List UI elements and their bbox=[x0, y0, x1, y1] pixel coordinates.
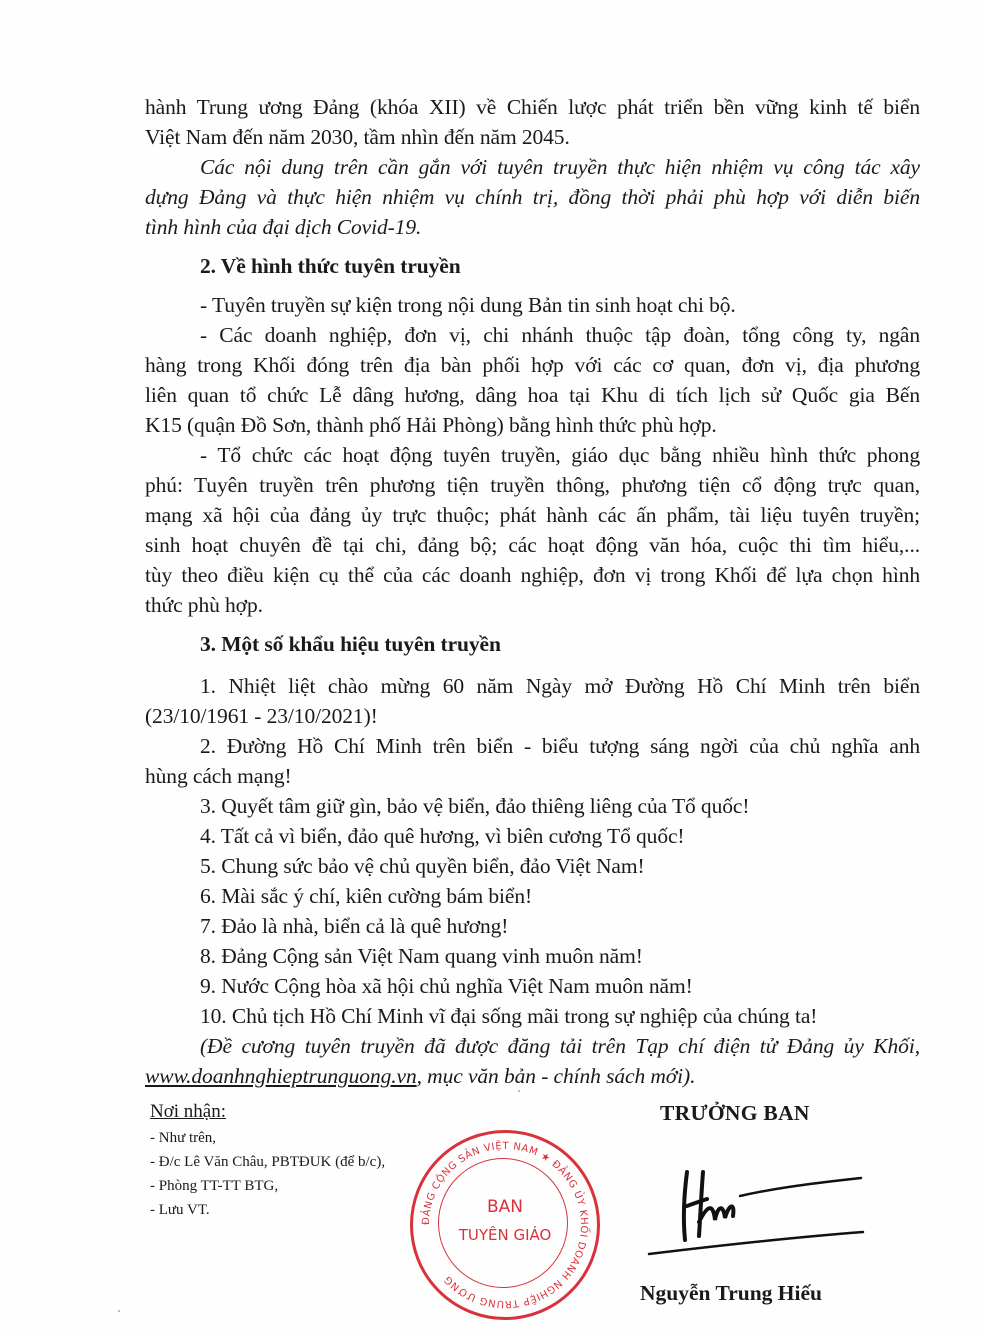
signer-title: TRƯỞNG BAN bbox=[660, 1101, 810, 1125]
body-line: hành Trung ương Đảng (khóa XII) về Chiến lược phát triển bền vững kinh tế biển bbox=[145, 95, 920, 119]
official-stamp bbox=[410, 1130, 600, 1320]
body-line: - Tổ chức các hoạt động tuyên truyền, giáo dục bằng nhiều hình thức phong bbox=[200, 443, 920, 467]
slogan-line: 4. Tất cả vì biển, đảo quê hương, vì biên cương Tổ quốc! bbox=[200, 824, 685, 848]
body-line: K15 (quận Đồ Sơn, thành phố Hải Phòng) bằng hình thức phù hợp. bbox=[145, 413, 717, 437]
stamp-inner-line1: BAN bbox=[486, 1197, 523, 1217]
section-heading: 3. Một số khẩu hiệu tuyên truyền bbox=[200, 632, 501, 656]
stamp-outer-text: ĐẢNG CỘNG SẢN VIỆT NAM ★ ĐẢNG ỦY KHỐI DOANH NGHIỆP TRUNG ƯƠNG bbox=[420, 1140, 590, 1310]
slogan-line: 9. Nước Cộng hòa xã hội chủ nghĩa Việt Nam muôn năm! bbox=[200, 974, 693, 998]
recipients-title: Nơi nhận: bbox=[150, 1101, 227, 1122]
scan-speck bbox=[118, 1310, 120, 1312]
recipient-item: - Lưu VT. bbox=[150, 1202, 210, 1218]
body-line: phú: Tuyên truyền trên phương tiện truyền thông, phương tiện cổ động trực quan, bbox=[145, 473, 920, 497]
signer-name: Nguyễn Trung Hiếu bbox=[640, 1281, 822, 1305]
publication-note-line2 bbox=[145, 1061, 920, 1091]
recipient-item: - Như trên, bbox=[150, 1130, 217, 1146]
slogan-line: 2. Đường Hồ Chí Minh trên biển - biểu tượng sáng ngời của chủ nghĩa anh bbox=[200, 734, 920, 758]
stamp-inner-line2: TUYÊN GIÁO bbox=[458, 1226, 552, 1244]
slogan-line: 6. Mài sắc ý chí, kiên cường bám biển! bbox=[200, 884, 533, 908]
slogan-line: 5. Chung sức bảo vệ chủ quyền biển, đảo Việt Nam! bbox=[200, 854, 645, 878]
handwritten-signature bbox=[645, 1150, 865, 1260]
slogan-line: 1. Nhiệt liệt chào mừng 60 năm Ngày mở Đường Hồ Chí Minh trên biển bbox=[200, 674, 920, 698]
slogan-line: 7. Đảo là nhà, biển cả là quê hương! bbox=[200, 914, 509, 938]
body-line: - Tuyên truyền sự kiện trong nội dung Bản tin sinh hoạt chi bộ. bbox=[200, 293, 736, 317]
body-line: hàng trong Khối đóng trên địa bàn phối hợp với các cơ quan, đơn vị, địa phương bbox=[145, 353, 920, 377]
scan-speck bbox=[518, 1090, 520, 1092]
body-line: mạng xã hội của đảng ủy trực thuộc; phát hành các ấn phẩm, tài liệu tuyên truyền; bbox=[145, 503, 920, 527]
recipient-item: - Đ/c Lê Văn Châu, PBTĐUK (để b/c), bbox=[150, 1154, 386, 1170]
body-line: - Các doanh nghiệp, đơn vị, chi nhánh thuộc tập đoàn, tổng công ty, ngân bbox=[200, 323, 920, 347]
body-line: thức phù hợp. bbox=[145, 593, 263, 617]
recipient-item: - Phòng TT-TT BTG, bbox=[150, 1178, 279, 1194]
section-heading: 2. Về hình thức tuyên truyền bbox=[200, 254, 461, 278]
body-line: tùy theo điều kiện cụ thể của các doanh nghiệp, đơn vị trong Khối để lựa chọn hình bbox=[145, 563, 920, 587]
slogan-line: 3. Quyết tâm giữ gìn, bảo vệ biển, đảo thiêng liêng của Tổ quốc! bbox=[200, 794, 750, 818]
slogan-line: hùng cách mạng! bbox=[145, 764, 292, 788]
italic-note-line: tình hình của đại dịch Covid-19. bbox=[145, 215, 422, 239]
body-line: sinh hoạt chuyên đề tại chi, đảng bộ; các hoạt động văn hóa, cuộc thi tìm hiểu,... bbox=[145, 533, 920, 557]
publication-note-rest: , mục văn bản - chính sách mới). bbox=[416, 1064, 696, 1088]
slogan-line: 8. Đảng Cộng sản Việt Nam quang vinh muôn năm! bbox=[200, 944, 643, 968]
italic-note-line: dựng Đảng và thực hiện nhiệm vụ chính trị, đồng thời phải phù hợp với diễn biến bbox=[145, 185, 920, 209]
italic-note-line: Các nội dung trên cần gắn với tuyên truyền thực hiện nhiệm vụ công tác xây bbox=[200, 155, 920, 179]
website-link[interactable]: www.doanhnghieptrunguong.vn bbox=[145, 1064, 417, 1088]
body-line: Việt Nam đến năm 2030, tầm nhìn đến năm 2045. bbox=[145, 125, 570, 149]
slogan-line: 10. Chủ tịch Hồ Chí Minh vĩ đại sống mãi trong sự nghiệp của chúng ta! bbox=[200, 1004, 818, 1028]
slogan-line: (23/10/1961 - 23/10/2021)! bbox=[145, 704, 378, 728]
body-line: liên quan tổ chức Lễ dâng hương, dâng hoa tại Khu di tích lịch sử Quốc gia Bến bbox=[145, 383, 920, 407]
publication-note: (Đề cương tuyên truyền đã được đăng tải trên Tạp chí điện tử Đảng ủy Khối, bbox=[200, 1034, 920, 1058]
